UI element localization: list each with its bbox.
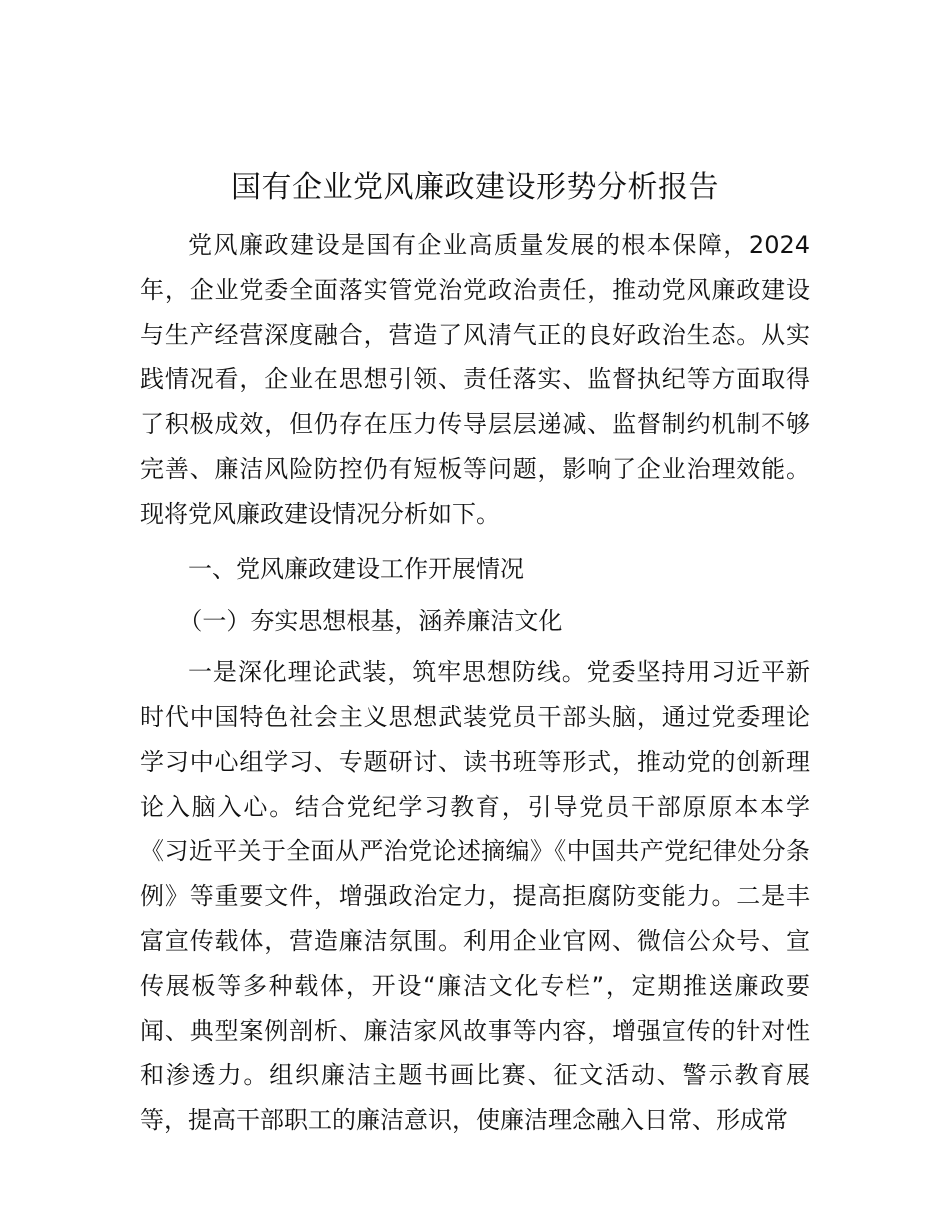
section-paragraph: 一是深化理论武装，筑牢思想防线。党委坚持用习近平新时代中国特色社会主义思想武装党员干部头脑，通过党委理论学习中心组学习、专题研讨、读书班等形式，推动党的创新理论入脑入心。结合党纪学习教育，引导党员干部原原本本学《习近平关于全面从严治党论述摘编》《中国共产党纪律处分条例》等重要文件，增强政治定力，提高拒腐防变能力。二是丰富宣传载体，营造廉洁氛围。利用企业官网、微信公众号、宣传展板等多种载体，开设“廉洁文化专栏”，定期推送廉政要闻、典型案例剖析、廉洁家风故事等内容，增强宣传的针对性和渗透力。组织廉洁主题书画比赛、征文活动、警示教育展等，提高干部职工的廉洁意识，使廉洁理念融入日常、形成常 — [140, 658, 810, 1135]
subsection-heading: （一）夯实思想根基，涵养廉洁文化 — [178, 607, 563, 636]
document-title: 国有企业党风廉政建设形势分析报告 — [231, 170, 719, 205]
section-heading-1: 一、党风廉政建设工作开展情况 — [188, 554, 524, 583]
intro-paragraph: 党风廉政建设是国有企业高质量发展的根本保障，2024年，企业党委全面落实管党治党政治责任，推动党风廉政建设与生产经营深度融合，营造了风清气正的良好政治生态。从实践情况看，企业在思想引领、责任落实、监督执纪等方面取得了积极成效，但仍存在压力传导层层递减、监督制约机制不够完善、廉洁风险防控仍有短板等问题，影响了企业治理效能。现将党风廉政建设情况分析如下。 — [140, 231, 810, 528]
document-body — [140, 223, 810, 1143]
